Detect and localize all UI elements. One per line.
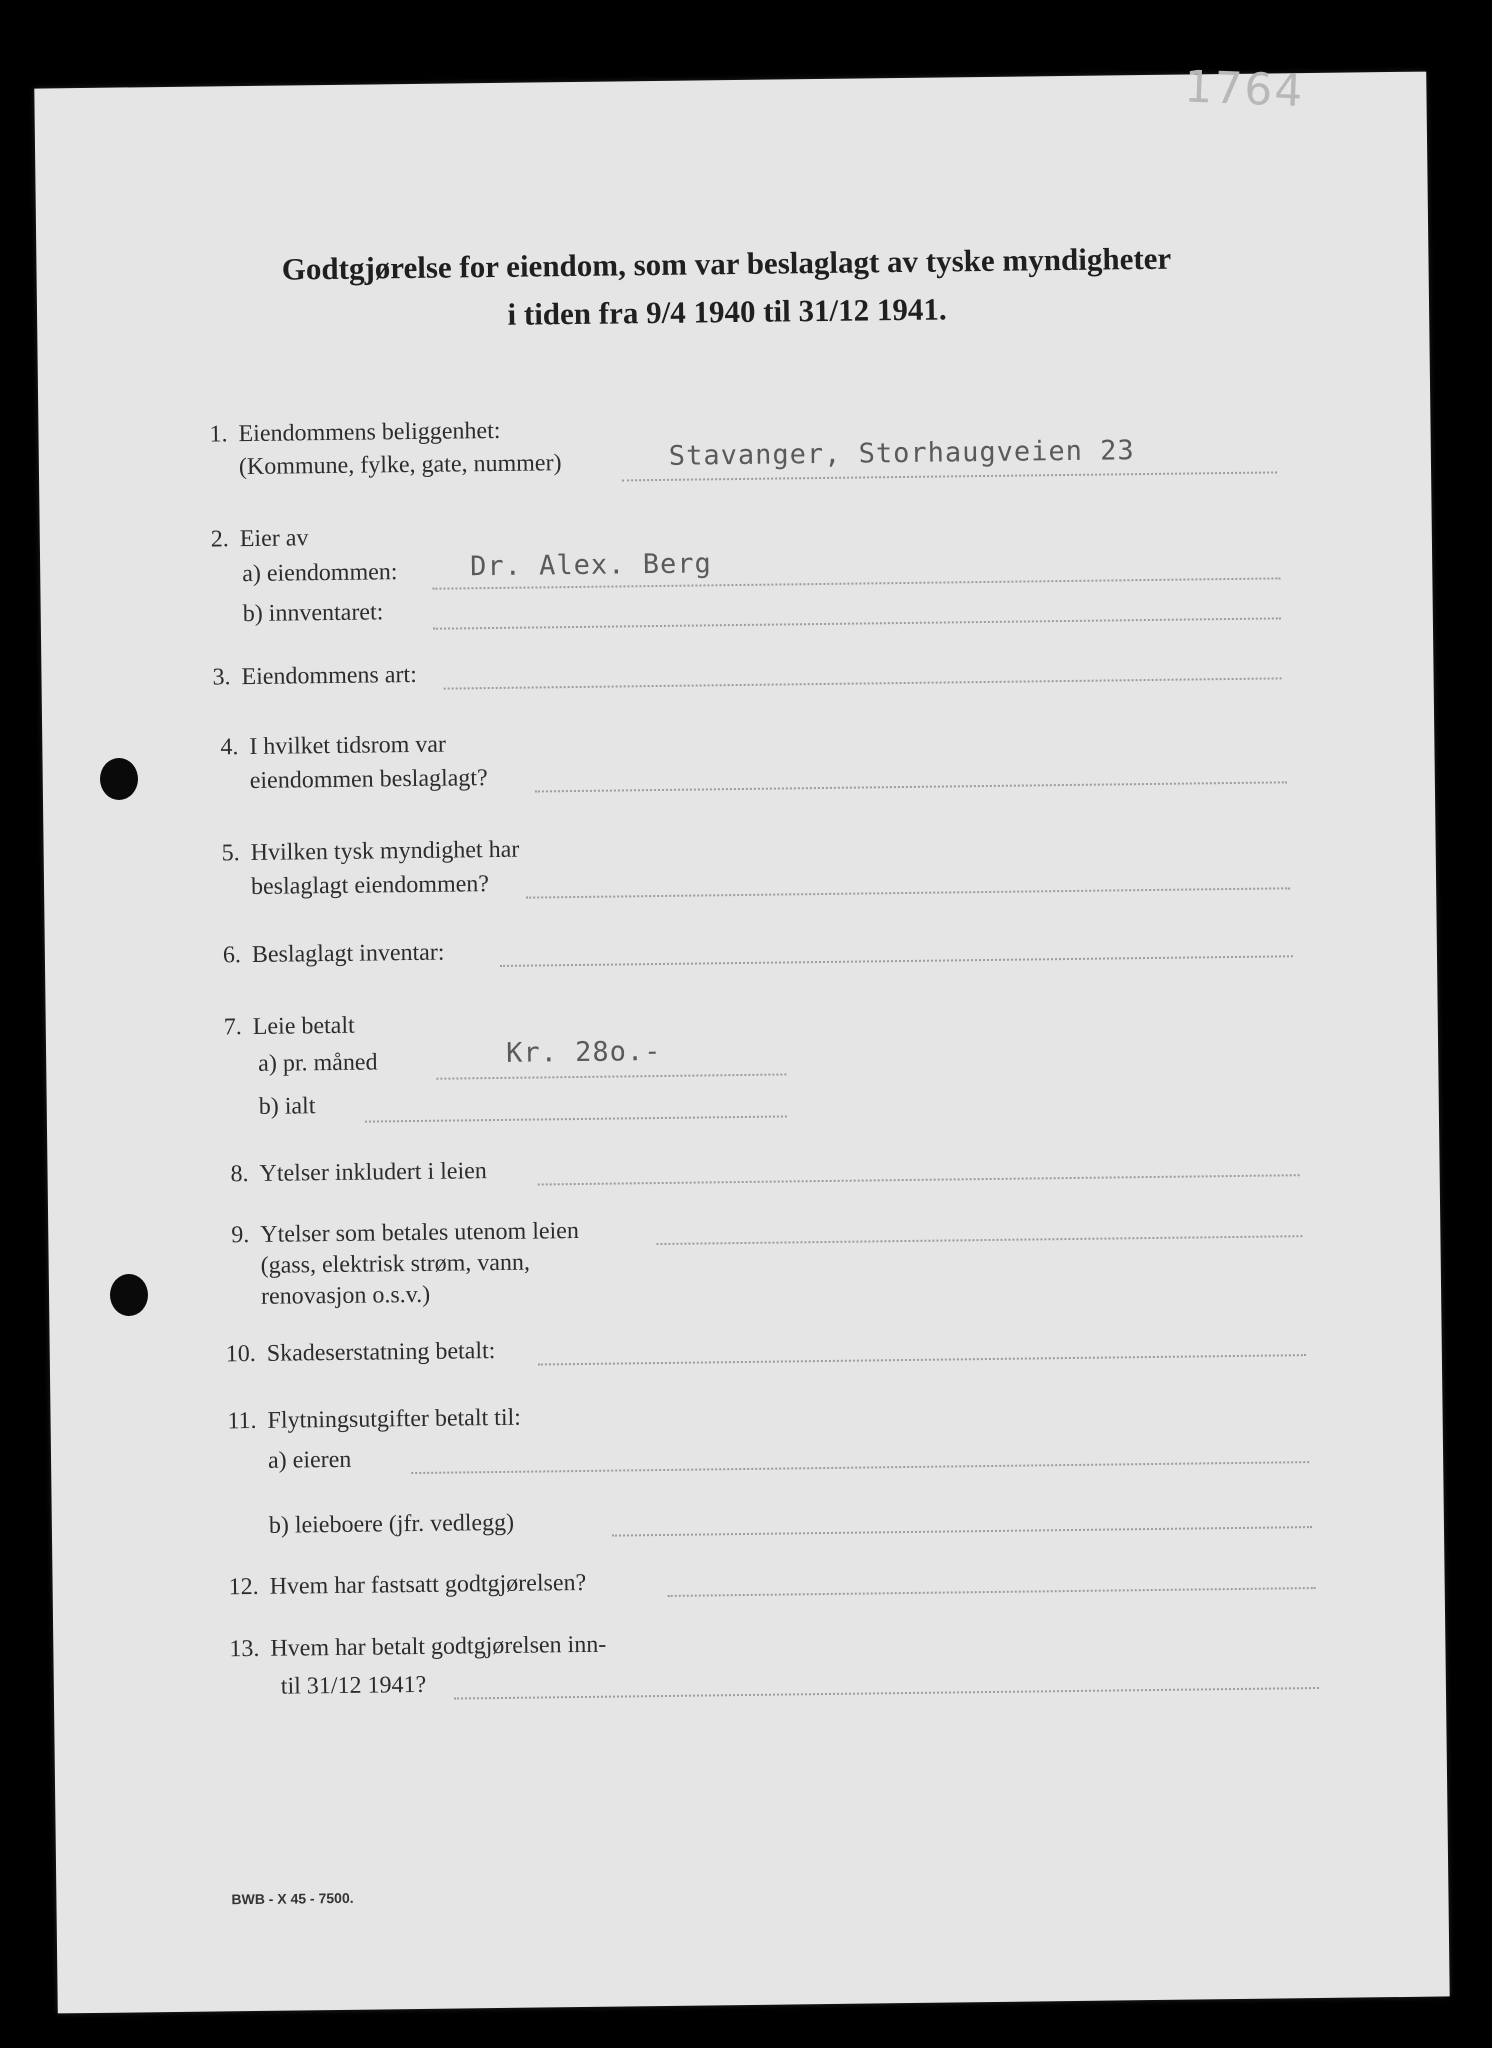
- answer-line: [365, 1115, 787, 1122]
- title-line-2: i tiden fra 9/4 1940 til 31/12 1941.: [507, 291, 947, 332]
- answer-line: [535, 781, 1287, 792]
- address-value: Stavanger, Storhaugveien 23: [668, 435, 1135, 472]
- item-label: (Kommune, fylke, gate, nummer): [238, 450, 562, 481]
- sub-label-a: a) eieren: [267, 1446, 352, 1474]
- item-label: Leie betalt: [252, 1012, 355, 1040]
- item-number: 11.: [227, 1407, 257, 1435]
- handwritten-archive-number: 1764: [1183, 61, 1306, 118]
- form-title: [136, 233, 1317, 343]
- item-number: 5.: [221, 840, 240, 867]
- title-line-1: Godtgjørelse for eiendom, som var beslaglagt av tyske myndigheter: [281, 240, 1172, 287]
- answer-line: [433, 617, 1281, 629]
- item-number: 1.: [209, 421, 228, 448]
- answer-line: [444, 677, 1282, 689]
- rent-per-month-value: Kr. 28o.-: [505, 1035, 662, 1069]
- item-label: Hvem har fastsatt godtgjørelsen?: [269, 1569, 587, 1600]
- sub-label-b: b) leieboere (jfr. vedlegg): [268, 1509, 515, 1539]
- item-label: Hvem har betalt godtgjørelsen inn-: [270, 1631, 607, 1662]
- item-number: 4.: [220, 734, 239, 761]
- sub-label-a: a) pr. måned: [258, 1049, 378, 1077]
- answer-line: [656, 1235, 1302, 1245]
- item-number: 2.: [210, 526, 229, 553]
- item-number: 10.: [225, 1340, 256, 1368]
- item-label: (gass, elektrisk strøm, vann,: [260, 1249, 531, 1279]
- answer-line: [500, 955, 1293, 967]
- item-label: I hvilket tidsrom var: [249, 731, 447, 760]
- item-number: 8.: [230, 1161, 249, 1188]
- answer-line: [612, 1526, 1312, 1537]
- sub-label-a: a) eiendommen:: [242, 559, 398, 588]
- item-label: Flytningsutgifter betalt til:: [267, 1404, 522, 1434]
- punch-hole: [110, 1274, 148, 1316]
- answer-line: [436, 1073, 786, 1079]
- sub-label-b: b) ialt: [258, 1093, 316, 1120]
- item-number: 6.: [222, 942, 242, 969]
- item-label: Eiendommens art:: [241, 661, 417, 691]
- answer-line: [454, 1687, 1319, 1700]
- owner-value: Dr. Alex. Berg: [469, 548, 712, 583]
- item-label: til 31/12 1941?: [280, 1671, 427, 1700]
- item-number: 12.: [228, 1573, 259, 1601]
- answer-line: [622, 471, 1277, 481]
- answer-line: [411, 1461, 1309, 1474]
- item-label: Eier av: [239, 525, 309, 553]
- item-label: Skadeserstatning betalt:: [266, 1338, 496, 1367]
- item-label: beslaglagt eiendommen?: [250, 871, 490, 900]
- answer-line: [538, 1174, 1300, 1185]
- item-label: Eiendommens beliggenhet:: [238, 417, 501, 448]
- sub-label-b: b) innventaret:: [242, 599, 384, 628]
- form-sheet: [34, 61, 1449, 2014]
- punch-hole: [100, 758, 138, 800]
- item-label: Beslaglagt inventar:: [251, 939, 445, 968]
- answer-line: [538, 1354, 1306, 1365]
- item-number: 3.: [212, 664, 231, 691]
- item-label: renovasjon o.s.v.): [260, 1281, 431, 1310]
- item-label: Ytelser inkludert i leien: [259, 1158, 487, 1187]
- answer-line: [668, 1587, 1316, 1597]
- printer-mark: BWB - X 45 - 7500.: [231, 1889, 354, 1908]
- item-number: 7.: [223, 1014, 242, 1041]
- item-number: 9.: [231, 1222, 250, 1249]
- answer-line: [526, 887, 1290, 898]
- item-number: 13.: [229, 1635, 260, 1663]
- item-label: Hvilken tysk myndighet har: [250, 836, 520, 866]
- item-label: eiendommen beslaglagt?: [249, 765, 488, 794]
- item-label: Ytelser som betales utenom leien: [260, 1218, 580, 1248]
